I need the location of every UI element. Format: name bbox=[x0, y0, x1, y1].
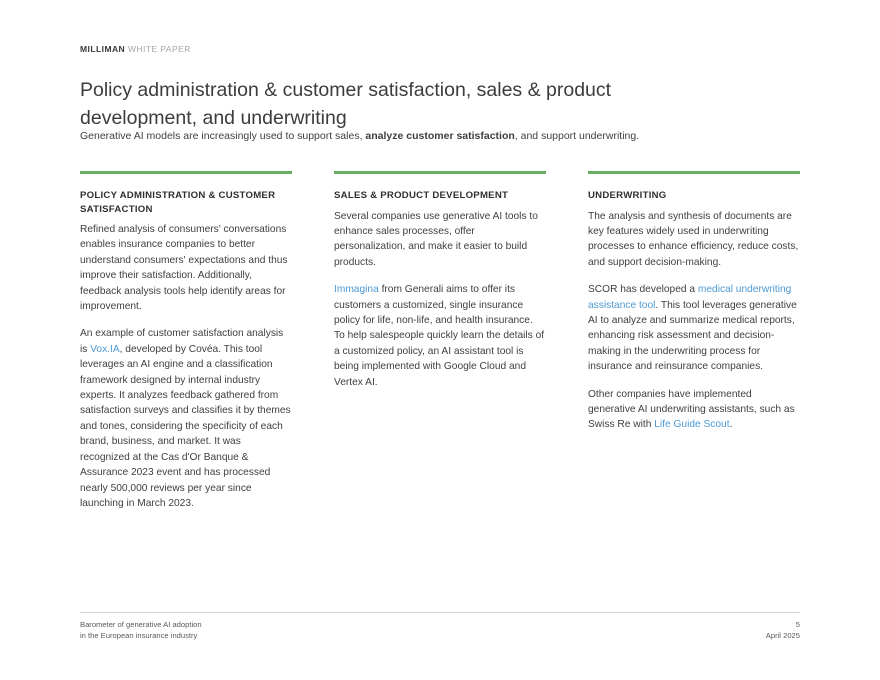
column-heading: UNDERWRITING bbox=[588, 190, 667, 201]
paragraph-text-before: An example of customer satisfaction analysis is bbox=[80, 328, 284, 355]
link-immagina[interactable]: Immagina bbox=[334, 284, 379, 296]
link-life-guide-scout[interactable]: Life Guide Scout bbox=[654, 419, 730, 431]
subtitle-text-after: , and support underwriting. bbox=[514, 130, 640, 142]
footer-title-line-1: Barometer of generative AI adoption bbox=[80, 620, 202, 629]
page-subtitle bbox=[80, 129, 804, 144]
publication-date: April 2025 bbox=[765, 630, 800, 640]
paragraph-text-after: from Generali aims to offer its customers a customized, single insurance policy for life, non-life, and health insurance. To help salespeople quickly learn the details of a customized policy, an AI assistant tool is being implemented with Google Cloud and Vertex AI. bbox=[334, 284, 545, 388]
page-title: Policy administration & customer satisfaction, sales & product development, and underwriting bbox=[80, 79, 612, 129]
page-number: 5 bbox=[795, 620, 800, 629]
column-heading: POLICY ADMINISTRATION & CUSTOMER SATISFACTION bbox=[80, 190, 276, 215]
link-medical-underwriting-assistance-tool[interactable]: medical underwriting assistance tool bbox=[588, 284, 792, 311]
column-accent-rule bbox=[80, 171, 292, 174]
column-sales-product-development bbox=[334, 171, 546, 511]
column-paragraph bbox=[334, 282, 546, 390]
three-column-band bbox=[80, 171, 800, 511]
footer-title-line-2: in the European insurance industry bbox=[80, 630, 198, 640]
paragraph-text-after: , developed by Covéa. This tool leverages an AI engine and a classification framework designed by internal industry experts. It analyzes feedback gathered from satisfaction surveys and classifies it by themes and tones, considering the specificity of each brand, business, and market. It was recognized at the Cas d'Or Banque & Assurance 2023 event and has processed nearly 500,000 reviews per year since launching in March 2023. bbox=[80, 343, 291, 509]
footer-document-title bbox=[80, 620, 202, 641]
page-footer bbox=[80, 620, 800, 641]
column-paragraph: The analysis and synthesis of documents are key features widely used in underwriting processes to enhance efficiency, reduce costs, and support decision-making. bbox=[588, 210, 799, 268]
column-heading: SALES & PRODUCT DEVELOPMENT bbox=[334, 190, 509, 201]
link-vox-ia[interactable]: Vox.IA bbox=[90, 343, 120, 355]
column-paragraph bbox=[80, 326, 292, 511]
column-policy-administration bbox=[80, 171, 292, 511]
footer-divider bbox=[80, 612, 800, 613]
column-accent-rule bbox=[588, 171, 800, 174]
paragraph-text-after: . bbox=[729, 419, 733, 431]
paragraph-text-after: . This tool leverages generative AI to analyze and summarize medical reports, enhancing risk assessment and decision-making in the underwriting process for insurance and reinsurance companies. bbox=[588, 299, 797, 373]
running-header bbox=[80, 43, 191, 55]
subtitle-text-bold: analyze customer satisfaction bbox=[365, 130, 515, 142]
document-type-label: WHITE PAPER bbox=[127, 44, 191, 54]
column-paragraph: Several companies use generative AI tools to enhance sales processes, offer personalization, and make it easier to build products. bbox=[334, 210, 538, 268]
column-paragraph: Refined analysis of consumers' conversations enables insurance companies to better understand consumers' expectations and thus improve their satisfaction. Additionally, feedback analysis tools help identify areas for improvement. bbox=[80, 224, 288, 313]
footer-page-meta bbox=[766, 620, 800, 641]
column-paragraph bbox=[588, 387, 800, 433]
column-paragraph bbox=[588, 282, 800, 374]
subtitle-text-before: Generative AI models are increasingly used to support sales, bbox=[80, 130, 366, 142]
paragraph-text-before: Other companies have implemented generative AI underwriting assistants, such as Swiss Re with bbox=[588, 388, 795, 431]
paragraph-text-before: SCOR has developed a bbox=[588, 284, 698, 296]
column-accent-rule bbox=[334, 171, 546, 174]
brand-name: MILLIMAN bbox=[80, 44, 126, 54]
column-underwriting bbox=[588, 171, 800, 511]
